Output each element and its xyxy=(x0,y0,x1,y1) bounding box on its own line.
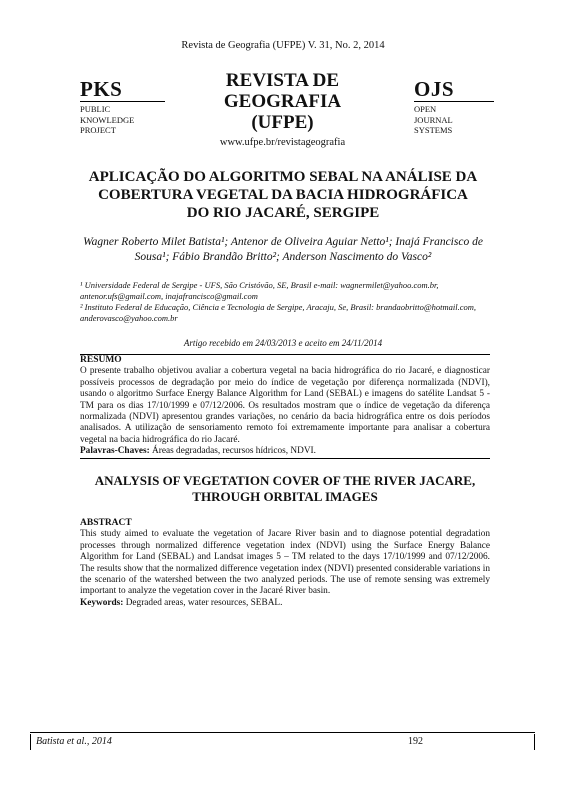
title-line: DO RIO JACARÉ, SERGIPE xyxy=(186,205,380,221)
abstract-body: This study aimed to evaluate the vegetation of Jacare River basin and to diagnose potential degradation processes through normalized difference vegetation index (NDVI) using the Surface Energy Balance Algorithm for Land (SEBAL) and Landsat images 5 – TM related to the days 17/10/1999 and 07/12/2006. The results show that the normalized difference vegetation index (NDVI) presented considerable variations in the scenario of the watershed between the two analyzed periods. The use of remote sensing was extremely important to analyze the vegetation cover in the Jacaré River basin. xyxy=(80,529,490,597)
page-number: 192 xyxy=(408,736,423,747)
keywords-label: Palavras-Chaves: xyxy=(80,446,150,457)
pks-abbr: PKS xyxy=(80,77,123,101)
resumo-heading: RESUMO xyxy=(80,355,122,365)
affiliations xyxy=(80,280,490,324)
footer-border xyxy=(30,734,31,750)
authors-line: Wagner Roberto Milet Batista¹; Antenor de Oliveira Aguiar Netto¹; Inajá Francisco de xyxy=(83,236,483,248)
abstract-section xyxy=(80,518,490,609)
article-title xyxy=(70,168,496,222)
title-line: ANALYSIS OF VEGETATION COVER OF THE RIVER JACARE, xyxy=(94,473,476,488)
affiliation: ¹ Universidade Federal de Sergipe - UFS, São Cristóvão, SE, Brasil e-mail: wagnermilet@yahoo.com.br, antenor.ufs@gmail.com, inajafrancisco@gmail.com xyxy=(80,280,439,301)
keywords-text: Degraded areas, water resources, SEBAL. xyxy=(123,597,283,608)
journal-title-line: (UFPE) xyxy=(251,112,314,133)
footer-citation: Batista et al., 2014 xyxy=(36,736,112,747)
divider xyxy=(414,101,494,102)
journal-title-line: REVISTA DE xyxy=(225,70,340,91)
pkp-logo-block xyxy=(80,78,165,136)
pks-line: PUBLIC xyxy=(80,104,111,114)
author-list xyxy=(78,235,488,265)
journal-url: www.ufpe.br/revistageografia xyxy=(219,137,346,148)
footer-border xyxy=(534,734,535,750)
affiliation: ² Instituto Federal de Educação, Ciência e Tecnologia de Sergipe, Aracaju, Se, Brasil: brandaobritto@hotmail.com, anderovasco@yahoo.com.br xyxy=(80,302,477,323)
keywords-label: Keywords: xyxy=(80,597,124,608)
ojs-line: OPEN xyxy=(414,104,437,114)
journal-name-block xyxy=(200,70,365,148)
page-footer xyxy=(30,734,535,748)
resumo-section xyxy=(80,355,490,458)
english-title xyxy=(80,473,490,505)
ojs-logo-block xyxy=(414,78,494,136)
ojs-line: JOURNAL xyxy=(414,114,453,125)
received-date: Artigo recebido em 24/03/2013 e aceito em 24/11/2014 xyxy=(183,338,383,348)
title-line: COBERTURA VEGETAL DA BACIA HIDROGRÁFICA xyxy=(98,187,468,203)
title-line: APLICAÇÃO DO ALGORITMO SEBAL NA ANÁLISE DA xyxy=(88,169,478,185)
ojs-abbr: OJS xyxy=(414,77,455,101)
title-line: THROUGH ORBITAL IMAGES xyxy=(192,489,378,504)
journal-title-line: GEOGRAFIA xyxy=(223,91,342,112)
resumo-body: O presente trabalho objetivou avaliar a cobertura vegetal na bacia hidrográfica do rio Jacaré, e diagnosticar possíveis processos de degradação por meio do índice de vegetação por diferença normalizada (NDVI), usando o algoritmo Surface Energy Balance Algorithm for Land (SEBAL) e imagens do satélite Landsat 5 - TM para os dias 17/10/1999 e 07/12/2006. Os resultados mostram que o índice de vegetação da diferença normalizada (NDVI) apresentou grandes variações, no cenário da bacia hidrográfica entre os dois períodos analisados. A utilização de sensoriamento remoto foi extremamente importante para analisar a cobertura vegetal na bacia hidrográfica do rio Jacaré. xyxy=(80,366,490,445)
keywords-text: Áreas degradadas, recursos hídricos, NDVI. xyxy=(149,446,316,457)
divider xyxy=(80,101,165,102)
running-head: Revista de Geografia (UFPE) V. 31, No. 2, 2014 xyxy=(181,40,385,51)
pks-line: KNOWLEDGE xyxy=(80,114,135,125)
abstract-keywords xyxy=(80,598,490,609)
pks-line: PROJECT xyxy=(80,125,116,135)
authors-line: Sousa¹; Fábio Brandão Britto²; Anderson Nascimento do Vasco² xyxy=(134,251,432,263)
resumo-keywords xyxy=(80,446,490,457)
footer-divider xyxy=(30,732,535,733)
abstract-heading: ABSTRACT xyxy=(80,518,132,528)
ojs-line: SYSTEMS xyxy=(414,125,453,135)
divider xyxy=(80,458,490,459)
